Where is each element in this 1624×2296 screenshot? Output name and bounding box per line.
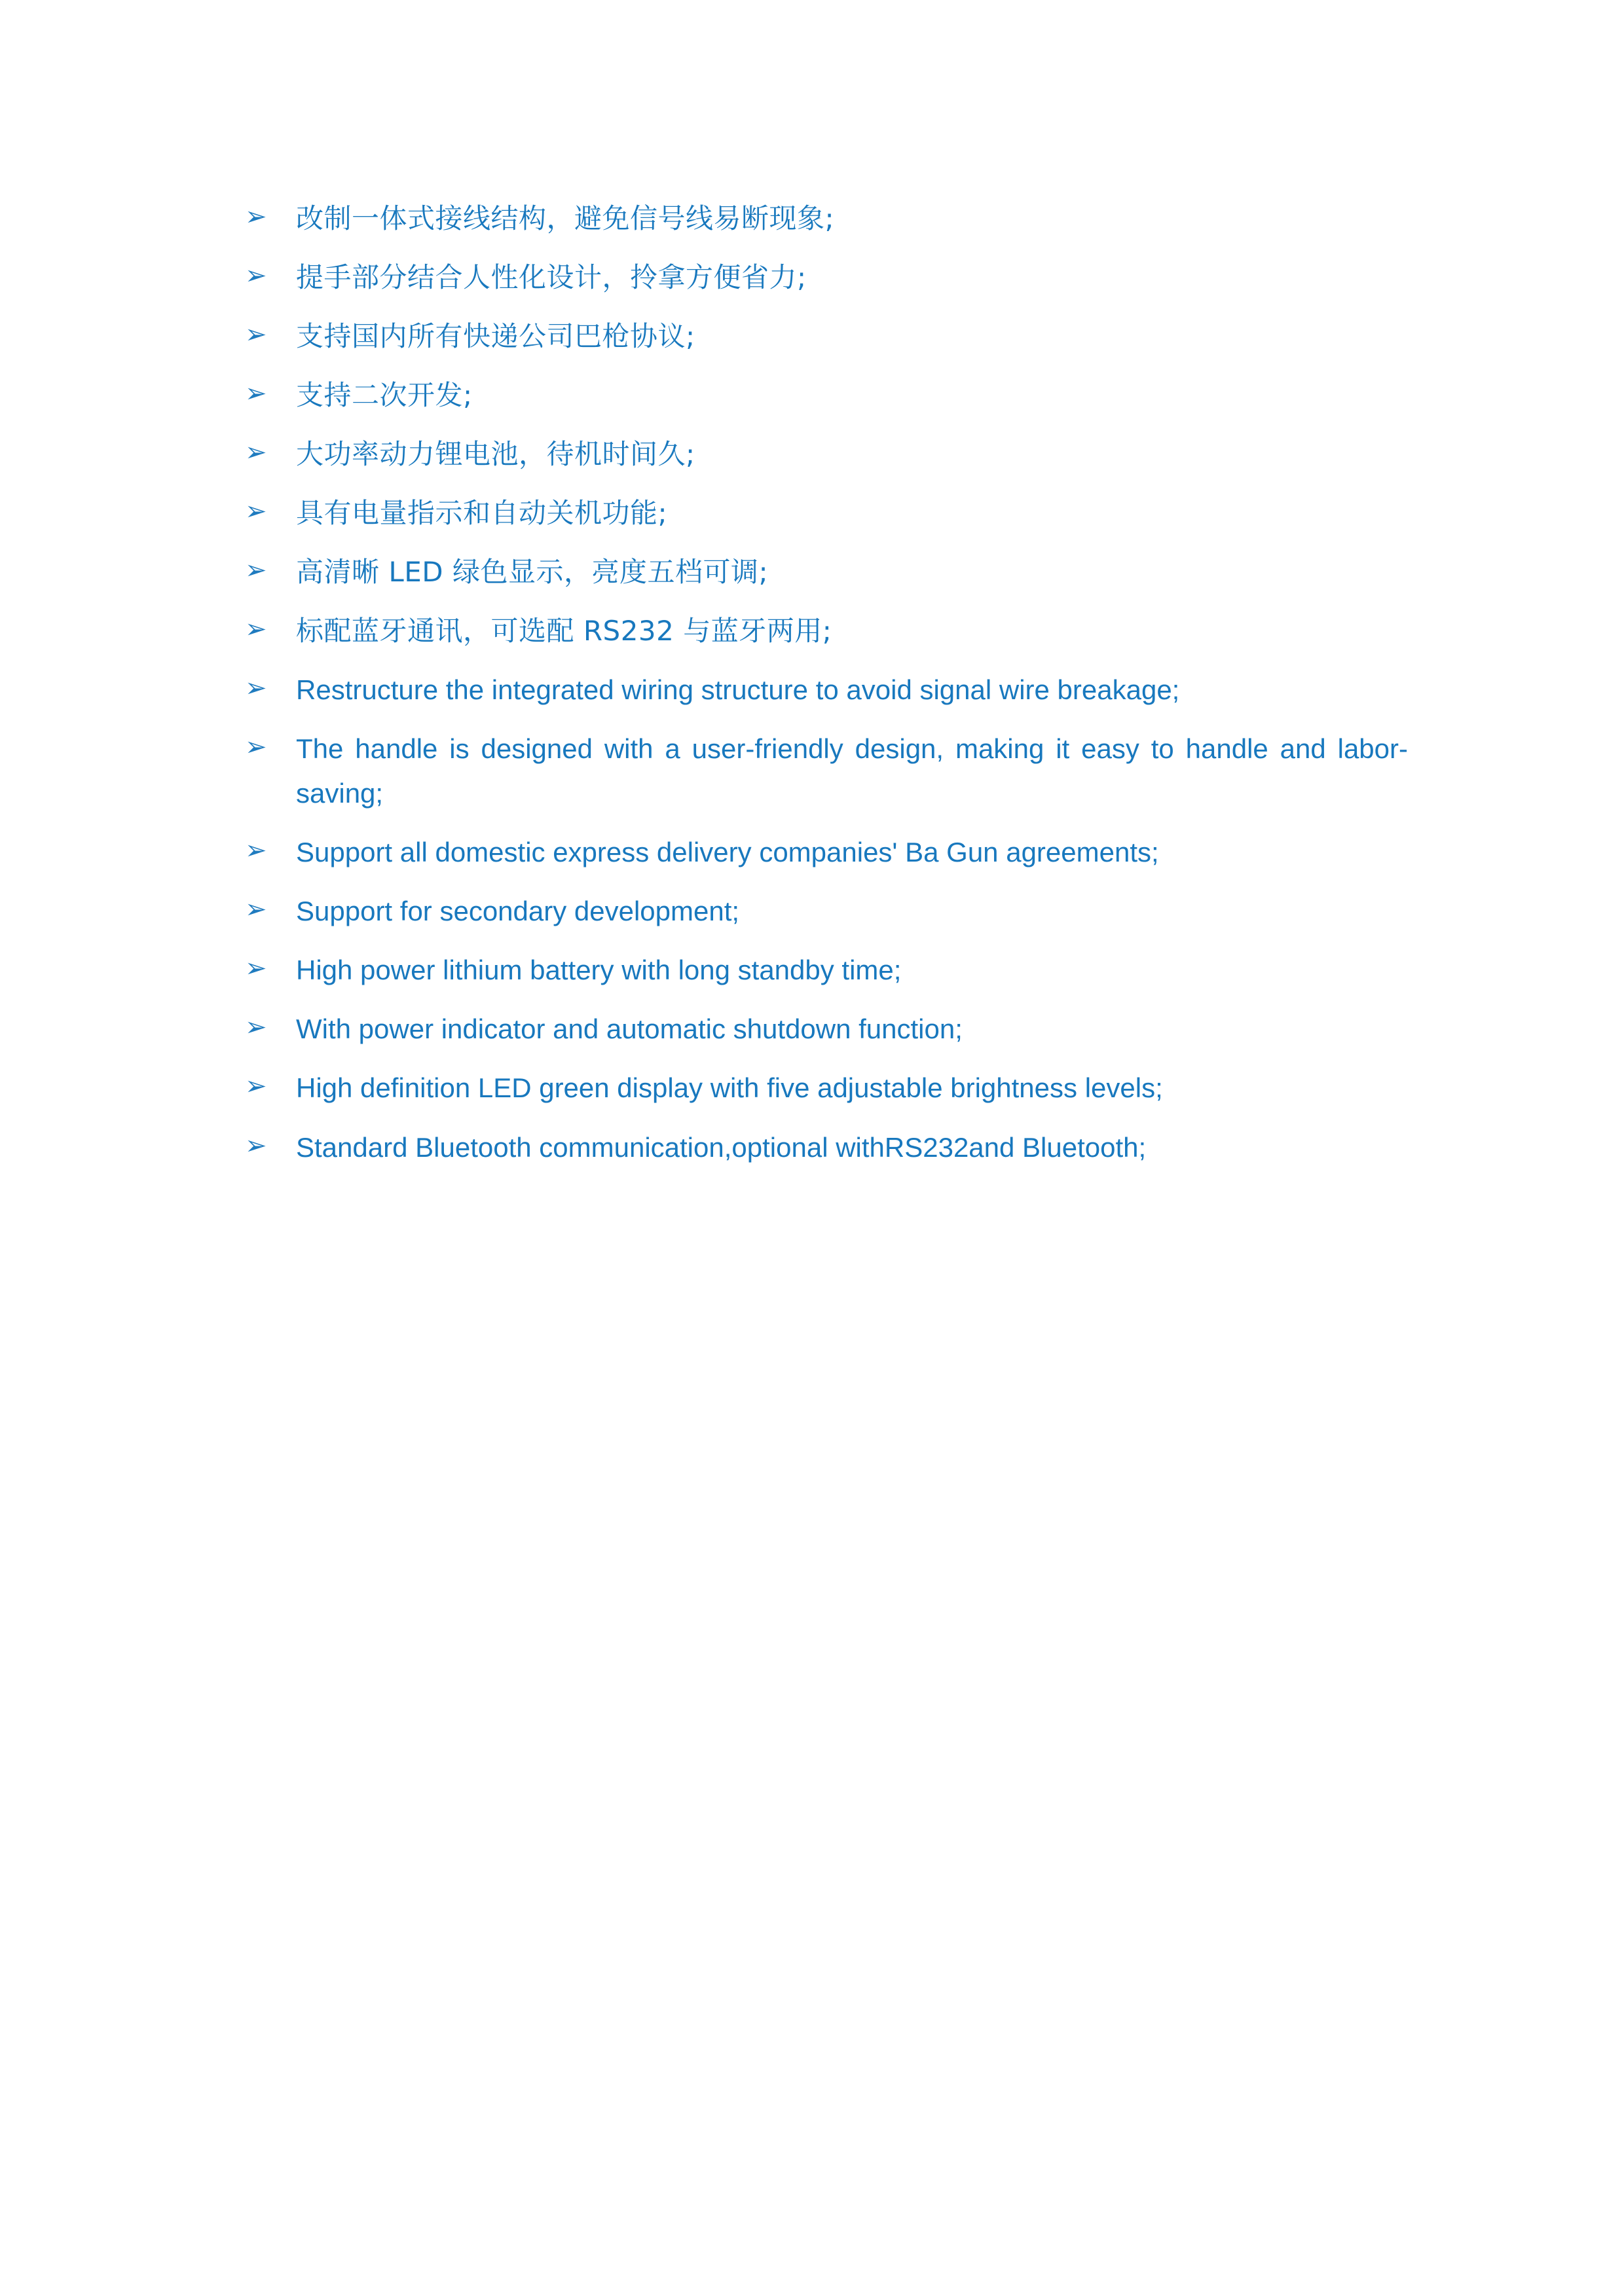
arrow-bullet-icon: ➢: [245, 894, 267, 925]
list-item: [236, 491, 1408, 536]
list-item-text: Support for secondary development;: [296, 896, 740, 927]
arrow-bullet-icon: ➢: [245, 1071, 267, 1102]
list-item-text: 支持二次开发;: [296, 379, 473, 412]
list-item-text: 提手部分结合人性化设计，拎拿方便省力;: [296, 261, 807, 294]
list-item-text: 改制一体式接线结构，避免信号线易断现象;: [296, 202, 835, 234]
list-item: [236, 314, 1408, 359]
arrow-bullet-icon: ➢: [245, 614, 267, 645]
arrow-bullet-icon: ➢: [245, 319, 267, 350]
list-item: [236, 830, 1408, 875]
list-item: [236, 196, 1408, 241]
list-item-text: 具有电量指示和自动关机功能;: [296, 497, 668, 530]
list-item: [236, 1066, 1408, 1110]
arrow-bullet-icon: ➢: [245, 835, 267, 866]
list-item: [236, 889, 1408, 934]
arrow-bullet-icon: ➢: [245, 378, 267, 409]
list-item: [236, 727, 1408, 816]
list-item-text: High power lithium battery with long standby time;: [296, 955, 902, 986]
arrow-bullet-icon: ➢: [245, 673, 267, 704]
arrow-bullet-icon: ➢: [245, 496, 267, 527]
arrow-bullet-icon: ➢: [245, 953, 267, 984]
list-item-text: 高清晰 LED 绿色显示，亮度五档可调;: [296, 556, 769, 589]
arrow-bullet-icon: ➢: [245, 732, 267, 763]
list-item-text: Standard Bluetooth communication,optional withRS232and Bluetooth;: [296, 1131, 1147, 1163]
list-item: [236, 948, 1408, 993]
list-item-text: 大功率动力锂电池，待机时间久;: [296, 438, 695, 471]
list-item-text: Restructure the integrated wiring structure to avoid signal wire breakage;: [296, 674, 1180, 706]
list-item: [236, 550, 1408, 594]
arrow-bullet-icon: ➢: [245, 555, 267, 586]
arrow-bullet-icon: ➢: [245, 437, 267, 468]
list-item: [236, 373, 1408, 418]
list-item: [236, 1125, 1408, 1170]
list-item: [236, 668, 1408, 712]
list-item-text: With power indicator and automatic shutdown function;: [296, 1013, 963, 1045]
arrow-bullet-icon: ➢: [245, 261, 267, 291]
list-item: [236, 1007, 1408, 1051]
list-item-text: 支持国内所有快递公司巴枪协议;: [296, 320, 695, 353]
list-item-text: Support all domestic express delivery companies' Ba Gun agreements;: [296, 837, 1159, 868]
list-item: [236, 609, 1408, 653]
arrow-bullet-icon: ➢: [245, 202, 267, 232]
list-item-text: High definition LED green display with five adjustable brightness levels;: [296, 1072, 1163, 1104]
feature-bullet-list: [236, 196, 1408, 1184]
list-item-text: 标配蓝牙通讯，可选配 RS232 与蓝牙两用;: [296, 615, 832, 647]
list-item: [236, 255, 1408, 300]
arrow-bullet-icon: ➢: [245, 1012, 267, 1043]
list-item: [236, 432, 1408, 477]
list-item-text: The handle is designed with a user-friendly design, making it easy to handle and labor-saving;: [296, 733, 1408, 809]
arrow-bullet-icon: ➢: [245, 1130, 267, 1161]
